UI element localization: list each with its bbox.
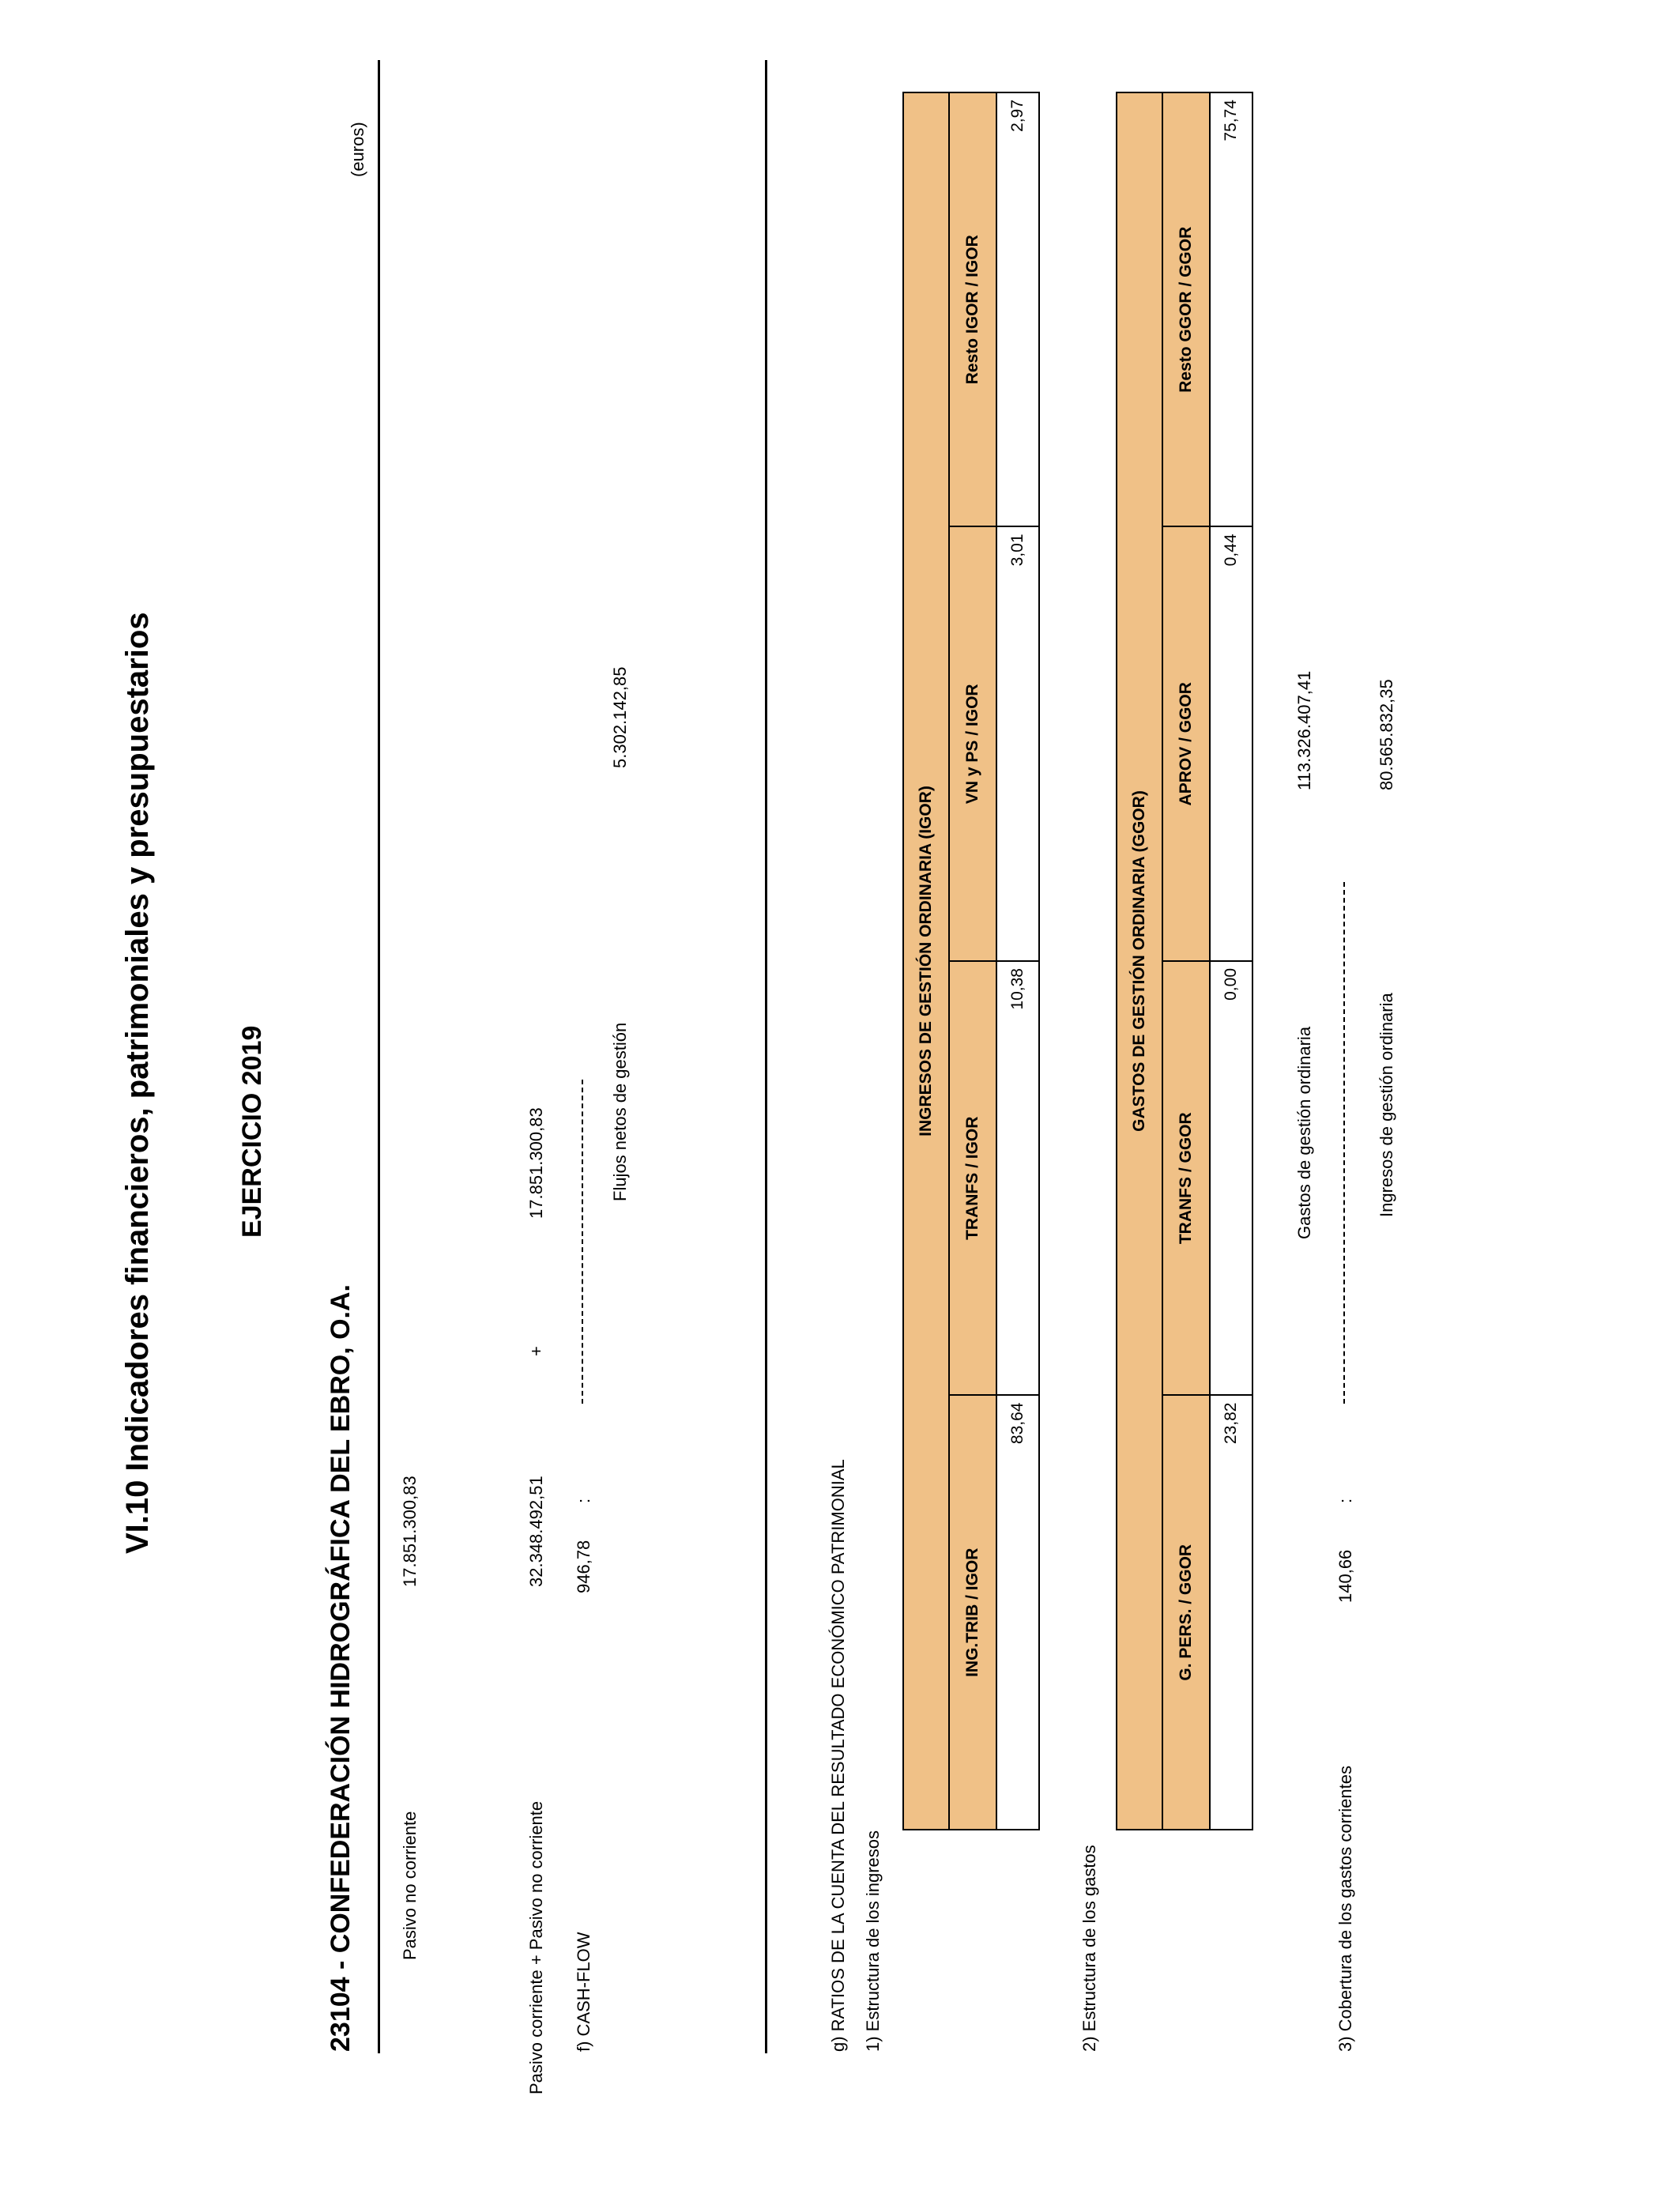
top-rule xyxy=(378,60,380,2053)
flows-value: 5.302.142,85 xyxy=(610,666,630,768)
fraction-divider xyxy=(582,1080,583,1404)
coverage-value: 140,66 xyxy=(1335,1549,1355,1603)
numerator-label: Pasivo no corriente xyxy=(400,1811,420,1960)
income-cell-value: 83,64 xyxy=(996,1396,1039,1830)
page-title: VI.10 Indicadores financieros, patrimoniales y presupuestarios xyxy=(120,612,155,1554)
income-col-header: ING.TRIB / IGOR xyxy=(949,1396,996,1830)
denominator-value-1: 32.348.492,51 xyxy=(526,1476,546,1587)
coverage-label: 3) Cobertura de los gastos corrientes xyxy=(1335,1766,1355,2052)
plus-sign: + xyxy=(526,1346,546,1356)
expense-table-title: GASTOS DE GESTIÓN ORDINARIA (GGOR) xyxy=(1117,92,1162,1830)
coverage-numerator-value: 113.326.407,41 xyxy=(1294,670,1314,790)
expense-col-header: G. PERS. / GGOR xyxy=(1162,1396,1210,1830)
currency-note: (euros) xyxy=(348,122,367,177)
denominator-value-2: 17.851.300,83 xyxy=(526,1107,546,1219)
expense-structure-label: 2) Estructura de los gastos xyxy=(1079,1845,1099,2052)
cash-flow-label: f) CASH-FLOW xyxy=(574,1932,593,2052)
denominator-label: Pasivo corriente + Pasivo no corriente xyxy=(526,1800,546,2094)
income-cell-value: 2,97 xyxy=(996,92,1039,527)
expense-col-header: Resto GGOR / GGOR xyxy=(1162,92,1210,527)
coverage-divider xyxy=(1343,882,1345,1404)
expense-cell-value: 23,82 xyxy=(1210,1396,1252,1830)
income-col-header: TRANFS / IGOR xyxy=(949,961,996,1396)
cash-flow-colon: : xyxy=(574,1498,593,1503)
income-cell-value: 3,01 xyxy=(996,527,1039,962)
expense-cell-value: 75,74 xyxy=(1210,92,1252,527)
numerator-value: 17.851.300,83 xyxy=(400,1476,420,1587)
income-structure-label: 1) Estructura de los ingresos xyxy=(863,1830,883,2052)
income-col-header: Resto IGOR / IGOR xyxy=(949,92,996,527)
income-structure-table xyxy=(902,92,1040,1830)
coverage-denominator-label: Ingresos de gestión ordinaria xyxy=(1377,993,1396,1217)
income-table-title: INGRESOS DE GESTIÓN ORDINARIA (IGOR) xyxy=(903,92,949,1830)
expense-col-header: TRANFS / GGOR xyxy=(1162,961,1210,1396)
expense-col-header: APROV / GGOR xyxy=(1162,527,1210,962)
expense-structure-table xyxy=(1116,92,1253,1830)
section-rule xyxy=(765,60,767,2053)
flows-label: Flujos netos de gestión xyxy=(610,1022,630,1201)
cash-flow-value: 946,78 xyxy=(574,1540,593,1593)
coverage-numerator-label: Gastos de gestión ordinaria xyxy=(1294,1026,1314,1239)
expense-cell-value: 0,00 xyxy=(1210,961,1252,1396)
entity-heading: 23104 - CONFEDERACIÓN HIDROGRÁFICA DEL EBRO, O.A. xyxy=(326,1284,356,2052)
income-col-header: VN y PS / IGOR xyxy=(949,527,996,962)
exercise-heading: EJERCICIO 2019 xyxy=(237,1025,267,1238)
expense-cell-value: 0,44 xyxy=(1210,527,1252,962)
coverage-denominator-value: 80.565.832,35 xyxy=(1377,679,1396,790)
ratios-section-title: g) RATIOS DE LA CUENTA DEL RESULTADO ECONÓMICO PATRIMONIAL xyxy=(828,1459,848,2052)
coverage-colon: : xyxy=(1335,1498,1355,1503)
income-cell-value: 10,38 xyxy=(996,961,1039,1396)
